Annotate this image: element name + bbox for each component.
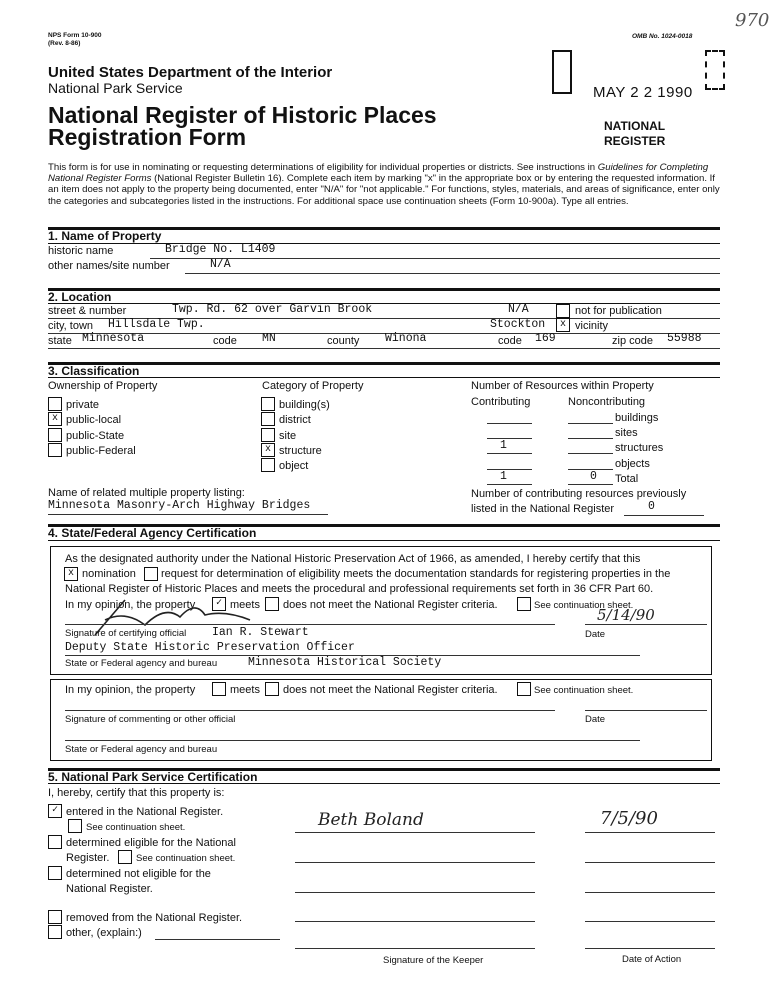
not-for-publication-checkbox[interactable] — [556, 304, 570, 318]
removed-checkbox[interactable] — [48, 910, 62, 924]
contributing-line — [487, 469, 532, 470]
state-code-label: code — [213, 335, 237, 347]
ownership-option: public-State — [66, 429, 125, 442]
keeper-signature: Beth Boland — [318, 810, 424, 830]
department: United States Department of the Interior — [48, 64, 333, 81]
stamp-mark — [705, 50, 725, 90]
action-date: 7/5/90 — [600, 808, 658, 829]
action-date-line — [585, 832, 715, 833]
historic-name-label: historic name — [48, 245, 114, 257]
other-names-label: other names/site number — [48, 260, 170, 272]
state-value: Minnesota — [82, 332, 145, 345]
continuation-label: See continuation sheet. — [86, 822, 186, 833]
action-date-line — [585, 948, 715, 949]
nps-intro: I, hereby, certify that this property is: — [48, 787, 225, 799]
previously-listed-label: listed in the National Register — [471, 503, 615, 515]
continuation-label: See continuation sheet. — [534, 600, 634, 611]
does-not-meet-checkbox[interactable] — [265, 597, 279, 611]
action-date-line — [585, 892, 715, 893]
previously-listed-label: Number of contributing resources previously — [471, 488, 687, 500]
section-3-title: 3. Classification — [48, 364, 140, 378]
resource-type: structures — [615, 442, 664, 455]
category-option: object — [279, 460, 309, 473]
resource-type: buildings — [615, 412, 659, 424]
action-date-label: Date of Action — [622, 954, 682, 965]
eligible-checkbox[interactable] — [48, 835, 62, 849]
action-date-line — [585, 862, 715, 863]
eligible-label: determined eligible for the National — [66, 837, 236, 849]
street-value: Twp. Rd. 62 over Garvin Brook — [172, 303, 373, 316]
omb-number: OMB No. 1024-0018 — [632, 33, 693, 40]
keeper-signature-line — [295, 862, 535, 863]
entered-label: entered in the National Register. — [66, 806, 224, 818]
category-option: structure — [279, 444, 322, 457]
certification-date: 5/14/90 — [597, 606, 655, 624]
not-eligible-label: determined not eligible for the — [66, 868, 211, 880]
noncontributing-line — [568, 484, 613, 485]
meets-label: meets — [230, 684, 260, 696]
category-checkbox[interactable] — [261, 397, 275, 411]
contributing-line — [487, 438, 532, 439]
does-not-meet-label: does not meet the National Register criteria. — [283, 684, 498, 696]
ownership-checkbox[interactable]: x — [48, 412, 62, 426]
keeper-signature-line — [295, 832, 535, 833]
state-label: state — [48, 335, 72, 347]
other-checkbox[interactable] — [48, 925, 62, 939]
category-checkbox[interactable] — [261, 412, 275, 426]
contributing-count: 1 — [500, 469, 507, 483]
action-date-line — [585, 921, 715, 922]
vicinity-checkbox[interactable]: x — [556, 318, 570, 332]
section-5-title: 5. National Park Service Certification — [48, 770, 258, 784]
resources-title: Number of Resources within Property — [471, 380, 654, 392]
signer-name: Ian R. Stewart — [212, 626, 309, 639]
multiple-listing-value: Minnesota Masonry-Arch Highway Bridges — [48, 499, 311, 512]
removed-label: removed from the National Register. — [66, 912, 243, 924]
corner-note: 970 — [735, 10, 770, 31]
keeper-signature-line — [295, 948, 535, 949]
nomination-checkbox[interactable]: x — [64, 567, 78, 581]
continuation-label: See continuation sheet. — [136, 853, 236, 864]
page-subtitle: Registration Form — [48, 124, 247, 150]
noncontributing-count: 0 — [590, 469, 597, 483]
category-option: site — [279, 429, 297, 442]
form-revision: (Rev. 8-86) — [48, 40, 81, 47]
county-value: Winona — [385, 332, 427, 345]
state-code-value: MN — [262, 332, 276, 345]
section-1-title: 1. Name of Property — [48, 229, 162, 243]
noncontributing-line — [568, 438, 613, 439]
entered-continuation-checkbox[interactable] — [68, 819, 82, 833]
meets-label: meets — [230, 599, 260, 611]
contributing-line — [487, 484, 532, 485]
nfp-label: not for publication — [575, 305, 662, 317]
does-not-meet-checkbox[interactable] — [265, 682, 279, 696]
contributing-line — [487, 453, 532, 454]
entered-checkbox[interactable]: ✓ — [48, 804, 62, 818]
zip-value: 55988 — [667, 332, 702, 345]
request-checkbox[interactable] — [144, 567, 158, 581]
page-title: National Register of Historic Places — [48, 102, 437, 128]
date-label: Date — [585, 629, 606, 640]
category-title: Category of Property — [262, 380, 364, 392]
noncontributing-line — [568, 423, 613, 424]
county-code-label: code — [498, 335, 522, 347]
ownership-checkbox[interactable] — [48, 443, 62, 457]
signature-label: Signature of commenting or other official — [65, 714, 236, 725]
nfp-value: N/A — [508, 303, 529, 316]
city-value: Hillsdale Twp. — [108, 318, 205, 331]
stamp-mark — [552, 50, 572, 94]
contributing-count: 1 — [500, 439, 507, 453]
ownership-option: public-Federal — [66, 444, 136, 457]
instructions: This form is for use in nominating or requesting determinations of eligibility for individual properties or districts. See instructions in Guidelines for Completing National Register Forms (National Register Bulletin 16). Complete each item by marking "x" in the appropriate box or by entering the requested information. If an item does not apply to the property being documented, enter "N/A" for "not applicable." For functions, styles, materials, and areas of significance, enter only the categories and subcategories listed in the instructions. For additional space use continuation sheets (Form 10-900a). Type all entries. — [48, 162, 720, 207]
section-4-title: 4. State/Federal Agency Certification — [48, 526, 257, 540]
stamp-label: REGISTER — [604, 134, 666, 148]
stamp-label: NATIONAL — [604, 119, 666, 133]
other-label: other, (explain:) — [66, 927, 142, 939]
nomination-label: nomination — [82, 568, 136, 580]
city-label: city, town — [48, 320, 94, 332]
category-option: district — [279, 414, 311, 427]
historic-name-value: Bridge No. L1409 — [165, 243, 276, 256]
signer-title: Deputy State Historic Preservation Officer — [65, 641, 355, 654]
meets-checkbox[interactable] — [212, 682, 226, 696]
request-label: request for determination of eligibility meets the documentation standards for registering properties in the — [161, 568, 671, 580]
vicinity-value: Stockton — [490, 318, 546, 331]
county-label: county — [327, 335, 360, 347]
category-option: building(s) — [279, 399, 330, 411]
signature-label: Signature of certifying official — [65, 628, 187, 639]
keeper-label: Signature of the Keeper — [383, 955, 484, 966]
eligible-label: Register. — [66, 852, 110, 864]
continuation-checkbox[interactable] — [517, 682, 531, 696]
resource-type: objects — [615, 457, 650, 470]
eligible-continuation-checkbox[interactable] — [118, 850, 132, 864]
contributing-line — [487, 423, 532, 424]
continuation-checkbox[interactable] — [517, 597, 531, 611]
does-not-meet-label: does not meet the National Register criteria. — [283, 599, 498, 611]
category-checkbox[interactable]: x — [261, 443, 275, 457]
opinion-label: In my opinion, the property — [65, 684, 196, 696]
noncontributing-header: Noncontributing — [568, 396, 646, 408]
multiple-listing-label: Name of related multiple property listing: — [48, 487, 245, 499]
street-label: street & number — [48, 305, 127, 317]
resource-type: sites — [615, 427, 638, 440]
agency-value: Minnesota Historical Society — [248, 656, 442, 669]
ownership-checkbox[interactable] — [48, 428, 62, 442]
previously-listed-value: 0 — [648, 500, 655, 513]
service: National Park Service — [48, 80, 183, 96]
not-eligible-label: National Register. — [66, 883, 153, 895]
not-eligible-checkbox[interactable] — [48, 866, 62, 880]
category-checkbox[interactable] — [261, 458, 275, 472]
resource-type: Total — [615, 472, 639, 485]
ownership-checkbox[interactable] — [48, 397, 62, 411]
section-2-title: 2. Location — [48, 290, 112, 304]
opinion-label: In my opinion, the property — [65, 599, 196, 611]
date-label: Date — [585, 714, 606, 725]
agency-label: State or Federal agency and bureau — [65, 658, 218, 669]
other-names-value: N/A — [210, 258, 231, 271]
cert-text: National Register of Historic Places and meets the procedural and professional requirements set forth in 36 CFR Part 60. — [65, 583, 654, 595]
meets-checkbox[interactable]: ✓ — [212, 597, 226, 611]
zip-label: zip code — [612, 335, 653, 347]
agency-label: State or Federal agency and bureau — [65, 744, 218, 755]
noncontributing-line — [568, 453, 613, 454]
vicinity-label: vicinity — [575, 320, 609, 332]
ownership-title: Ownership of Property — [48, 380, 158, 392]
ownership-option: private — [66, 399, 100, 411]
county-code-value: 169 — [535, 332, 556, 345]
form-number: NPS Form 10-900 — [48, 32, 102, 39]
keeper-signature-line — [295, 892, 535, 893]
continuation-label: See continuation sheet. — [534, 685, 634, 696]
received-stamp-date: MAY 2 2 1990 — [593, 84, 693, 101]
ownership-option: public-local — [66, 414, 122, 427]
cert-text: As the designated authority under the National Historic Preservation Act of 1966, as amended, I hereby certify that this — [65, 553, 641, 565]
contributing-header: Contributing — [471, 396, 531, 408]
category-checkbox[interactable] — [261, 428, 275, 442]
keeper-signature-line — [295, 921, 535, 922]
